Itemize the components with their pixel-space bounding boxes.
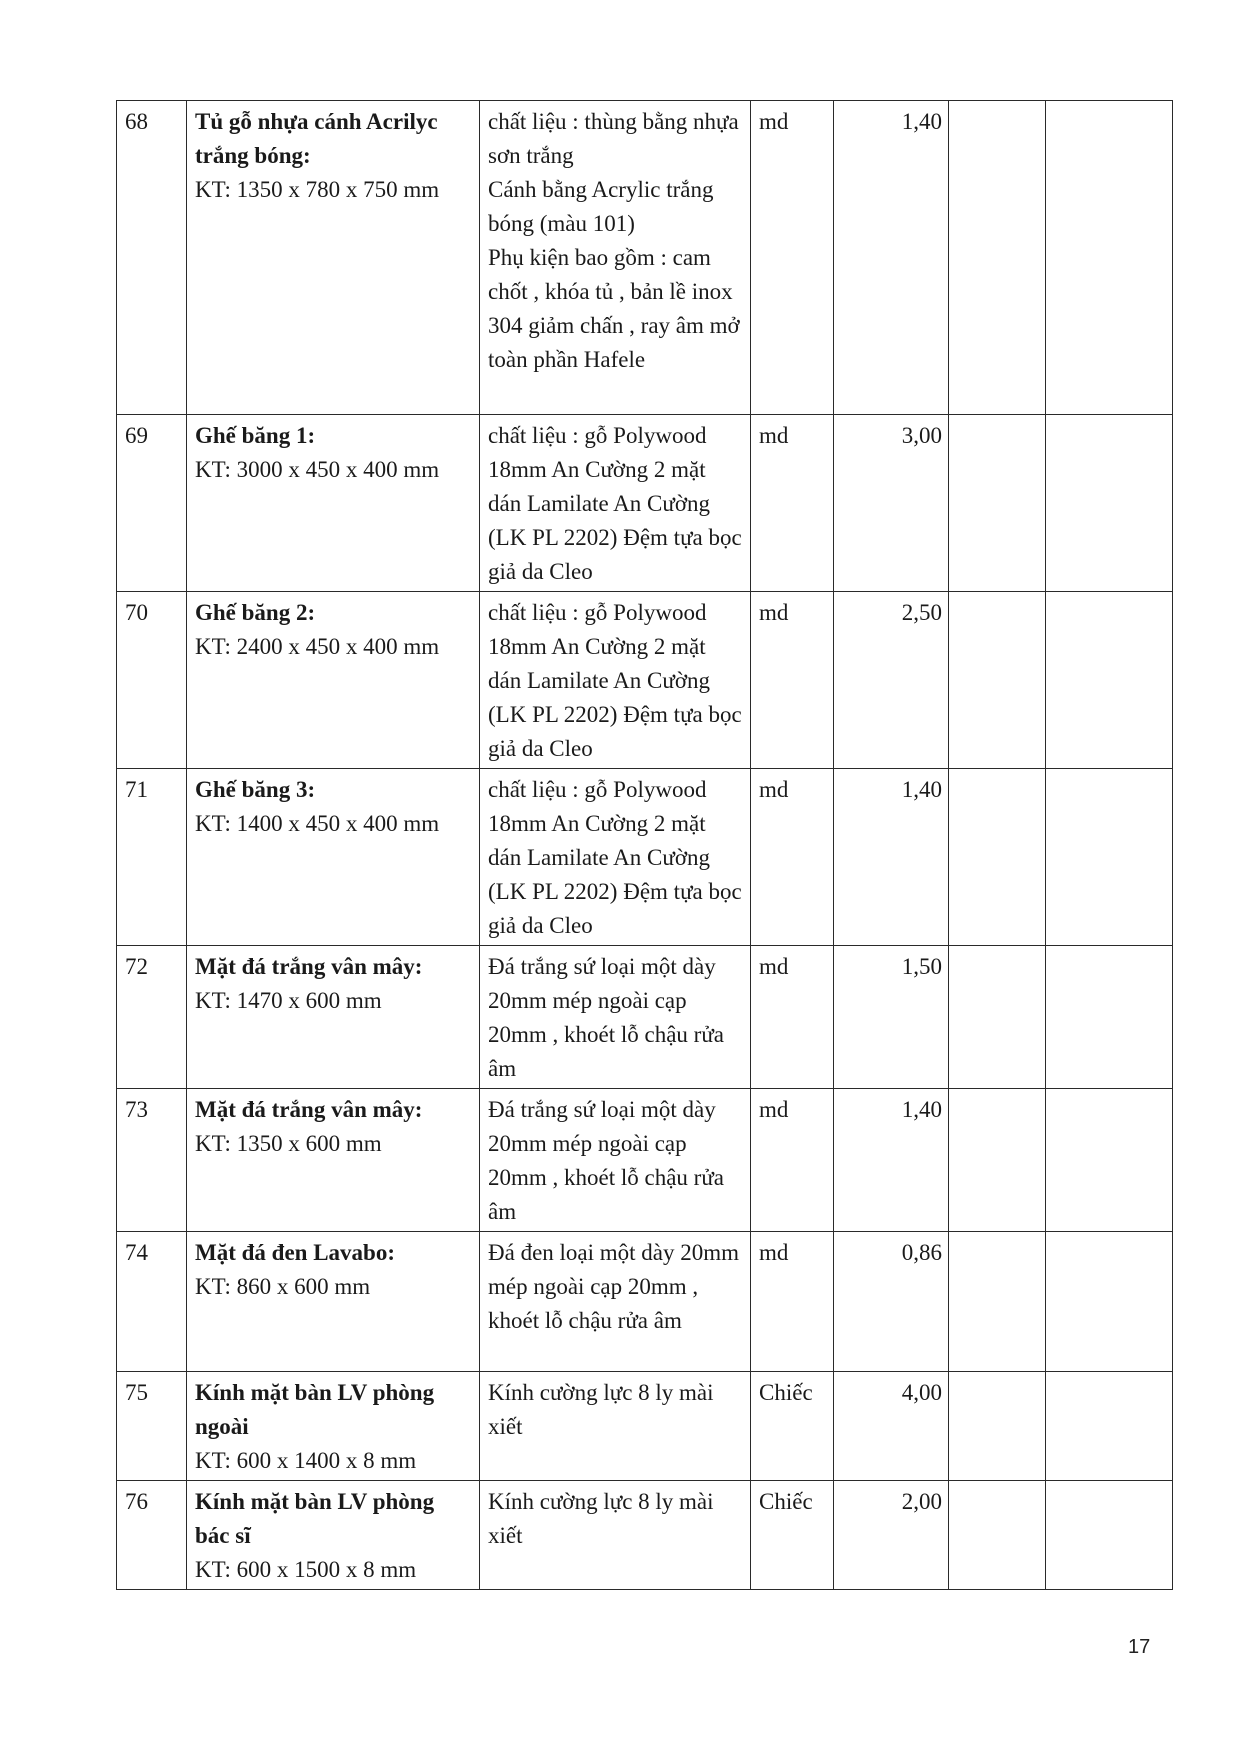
page-number: 17	[1128, 1636, 1151, 1658]
table-row	[117, 946, 1173, 1089]
table-row	[117, 1481, 1173, 1590]
item-quantity: 1,40	[834, 769, 949, 946]
item-dimensions: KT: 860 x 600 mm	[195, 1274, 371, 1299]
item-unit: Chiếc	[751, 1372, 834, 1481]
table-row	[117, 415, 1173, 592]
item-spec: Đá đen loại một dày 20mm mép ngoài cạp 20mm , khoét lỗ chậu rửa âm	[480, 1232, 751, 1372]
item-dimensions: KT: 1350 x 600 mm	[195, 1131, 382, 1156]
item-spec: chất liệu : gỗ Polywood 18mm An Cường 2 mặt dán Lamilate An Cường (LK PL 2202) Đệm tựa bọc giả da Cleo	[480, 769, 751, 946]
item-dimensions: KT: 600 x 1500 x 8 mm	[195, 1557, 417, 1582]
empty-cell	[949, 1372, 1046, 1481]
empty-cell	[1046, 1232, 1173, 1372]
empty-cell	[949, 415, 1046, 592]
item-dimensions: KT: 3000 x 450 x 400 mm	[195, 457, 440, 482]
item-name: Kính mặt bàn LV phòng ngoài	[195, 1380, 435, 1439]
empty-cell	[1046, 1372, 1173, 1481]
item-quantity: 2,50	[834, 592, 949, 769]
item-name-cell	[187, 1481, 480, 1590]
item-name: Mặt đá trắng vân mây:	[195, 954, 423, 979]
item-name: Ghế băng 3:	[195, 777, 316, 802]
item-dimensions: KT: 1350 x 780 x 750 mm	[195, 177, 440, 202]
empty-cell	[1046, 769, 1173, 946]
table-row	[117, 101, 1173, 415]
item-spec: Đá trắng sứ loại một dày 20mm mép ngoài cạp 20mm , khoét lỗ chậu rửa âm	[480, 946, 751, 1089]
item-quantity: 3,00	[834, 415, 949, 592]
item-unit: md	[751, 1232, 834, 1372]
row-number: 69	[117, 415, 187, 592]
item-unit: md	[751, 946, 834, 1089]
row-number: 74	[117, 1232, 187, 1372]
item-name: Mặt đá trắng vân mây:	[195, 1097, 423, 1122]
item-name-cell	[187, 769, 480, 946]
empty-cell	[949, 592, 1046, 769]
item-quantity: 1,50	[834, 946, 949, 1089]
row-number: 72	[117, 946, 187, 1089]
item-dimensions: KT: 1470 x 600 mm	[195, 988, 382, 1013]
item-quantity: 4,00	[834, 1372, 949, 1481]
item-table	[116, 100, 1173, 1590]
item-name: Mặt đá đen Lavabo:	[195, 1240, 395, 1265]
empty-cell	[1046, 946, 1173, 1089]
item-name-cell	[187, 1089, 480, 1232]
empty-cell	[949, 1481, 1046, 1590]
item-name: Ghế băng 1:	[195, 423, 316, 448]
item-spec: Đá trắng sứ loại một dày 20mm mép ngoài cạp 20mm , khoét lỗ chậu rửa âm	[480, 1089, 751, 1232]
row-number: 73	[117, 1089, 187, 1232]
item-dimensions: KT: 1400 x 450 x 400 mm	[195, 811, 440, 836]
table-row	[117, 1089, 1173, 1232]
item-name-cell	[187, 415, 480, 592]
item-name-cell	[187, 1372, 480, 1481]
table-row	[117, 592, 1173, 769]
row-number: 70	[117, 592, 187, 769]
table-row	[117, 1372, 1173, 1481]
empty-cell	[949, 101, 1046, 415]
empty-cell	[1046, 101, 1173, 415]
empty-cell	[949, 1089, 1046, 1232]
item-quantity: 2,00	[834, 1481, 949, 1590]
item-dimensions: KT: 2400 x 450 x 400 mm	[195, 634, 440, 659]
item-name: Ghế băng 2:	[195, 600, 316, 625]
table-row	[117, 1232, 1173, 1372]
item-name: Tủ gỗ nhựa cánh Acrilyc trắng bóng:	[195, 109, 438, 168]
item-dimensions: KT: 600 x 1400 x 8 mm	[195, 1448, 417, 1473]
item-unit: md	[751, 592, 834, 769]
item-table-body	[117, 101, 1173, 1590]
item-name-cell	[187, 1232, 480, 1372]
row-number: 68	[117, 101, 187, 415]
item-quantity: 1,40	[834, 1089, 949, 1232]
item-unit: md	[751, 1089, 834, 1232]
item-name-cell	[187, 101, 480, 415]
item-table-container	[116, 100, 1172, 1590]
item-unit: md	[751, 769, 834, 946]
table-row	[117, 769, 1173, 946]
item-unit: md	[751, 415, 834, 592]
item-spec: chất liệu : gỗ Polywood 18mm An Cường 2 mặt dán Lamilate An Cường (LK PL 2202) Đệm tựa bọc giả da Cleo	[480, 415, 751, 592]
row-number: 76	[117, 1481, 187, 1590]
item-spec: Kính cường lực 8 ly mài xiết	[480, 1372, 751, 1481]
item-spec: chất liệu : thùng bằng nhựa sơn trắng Cánh bằng Acrylic trắng bóng (màu 101) Phụ kiện bao gồm : cam chốt , khóa tủ , bản lề inox 304 giảm chấn , ray âm mở toàn phần Hafele	[480, 101, 751, 415]
item-spec: chất liệu : gỗ Polywood 18mm An Cường 2 mặt dán Lamilate An Cường (LK PL 2202) Đệm tựa bọc giả da Cleo	[480, 592, 751, 769]
item-name-cell	[187, 592, 480, 769]
item-quantity: 0,86	[834, 1232, 949, 1372]
empty-cell	[1046, 415, 1173, 592]
item-unit: md	[751, 101, 834, 415]
empty-cell	[949, 946, 1046, 1089]
empty-cell	[1046, 592, 1173, 769]
empty-cell	[949, 769, 1046, 946]
item-spec: Kính cường lực 8 ly mài xiết	[480, 1481, 751, 1590]
empty-cell	[949, 1232, 1046, 1372]
item-name: Kính mặt bàn LV phòng bác sĩ	[195, 1489, 435, 1548]
empty-cell	[1046, 1089, 1173, 1232]
item-unit: Chiếc	[751, 1481, 834, 1590]
row-number: 71	[117, 769, 187, 946]
row-number: 75	[117, 1372, 187, 1481]
item-name-cell	[187, 946, 480, 1089]
empty-cell	[1046, 1481, 1173, 1590]
item-quantity: 1,40	[834, 101, 949, 415]
